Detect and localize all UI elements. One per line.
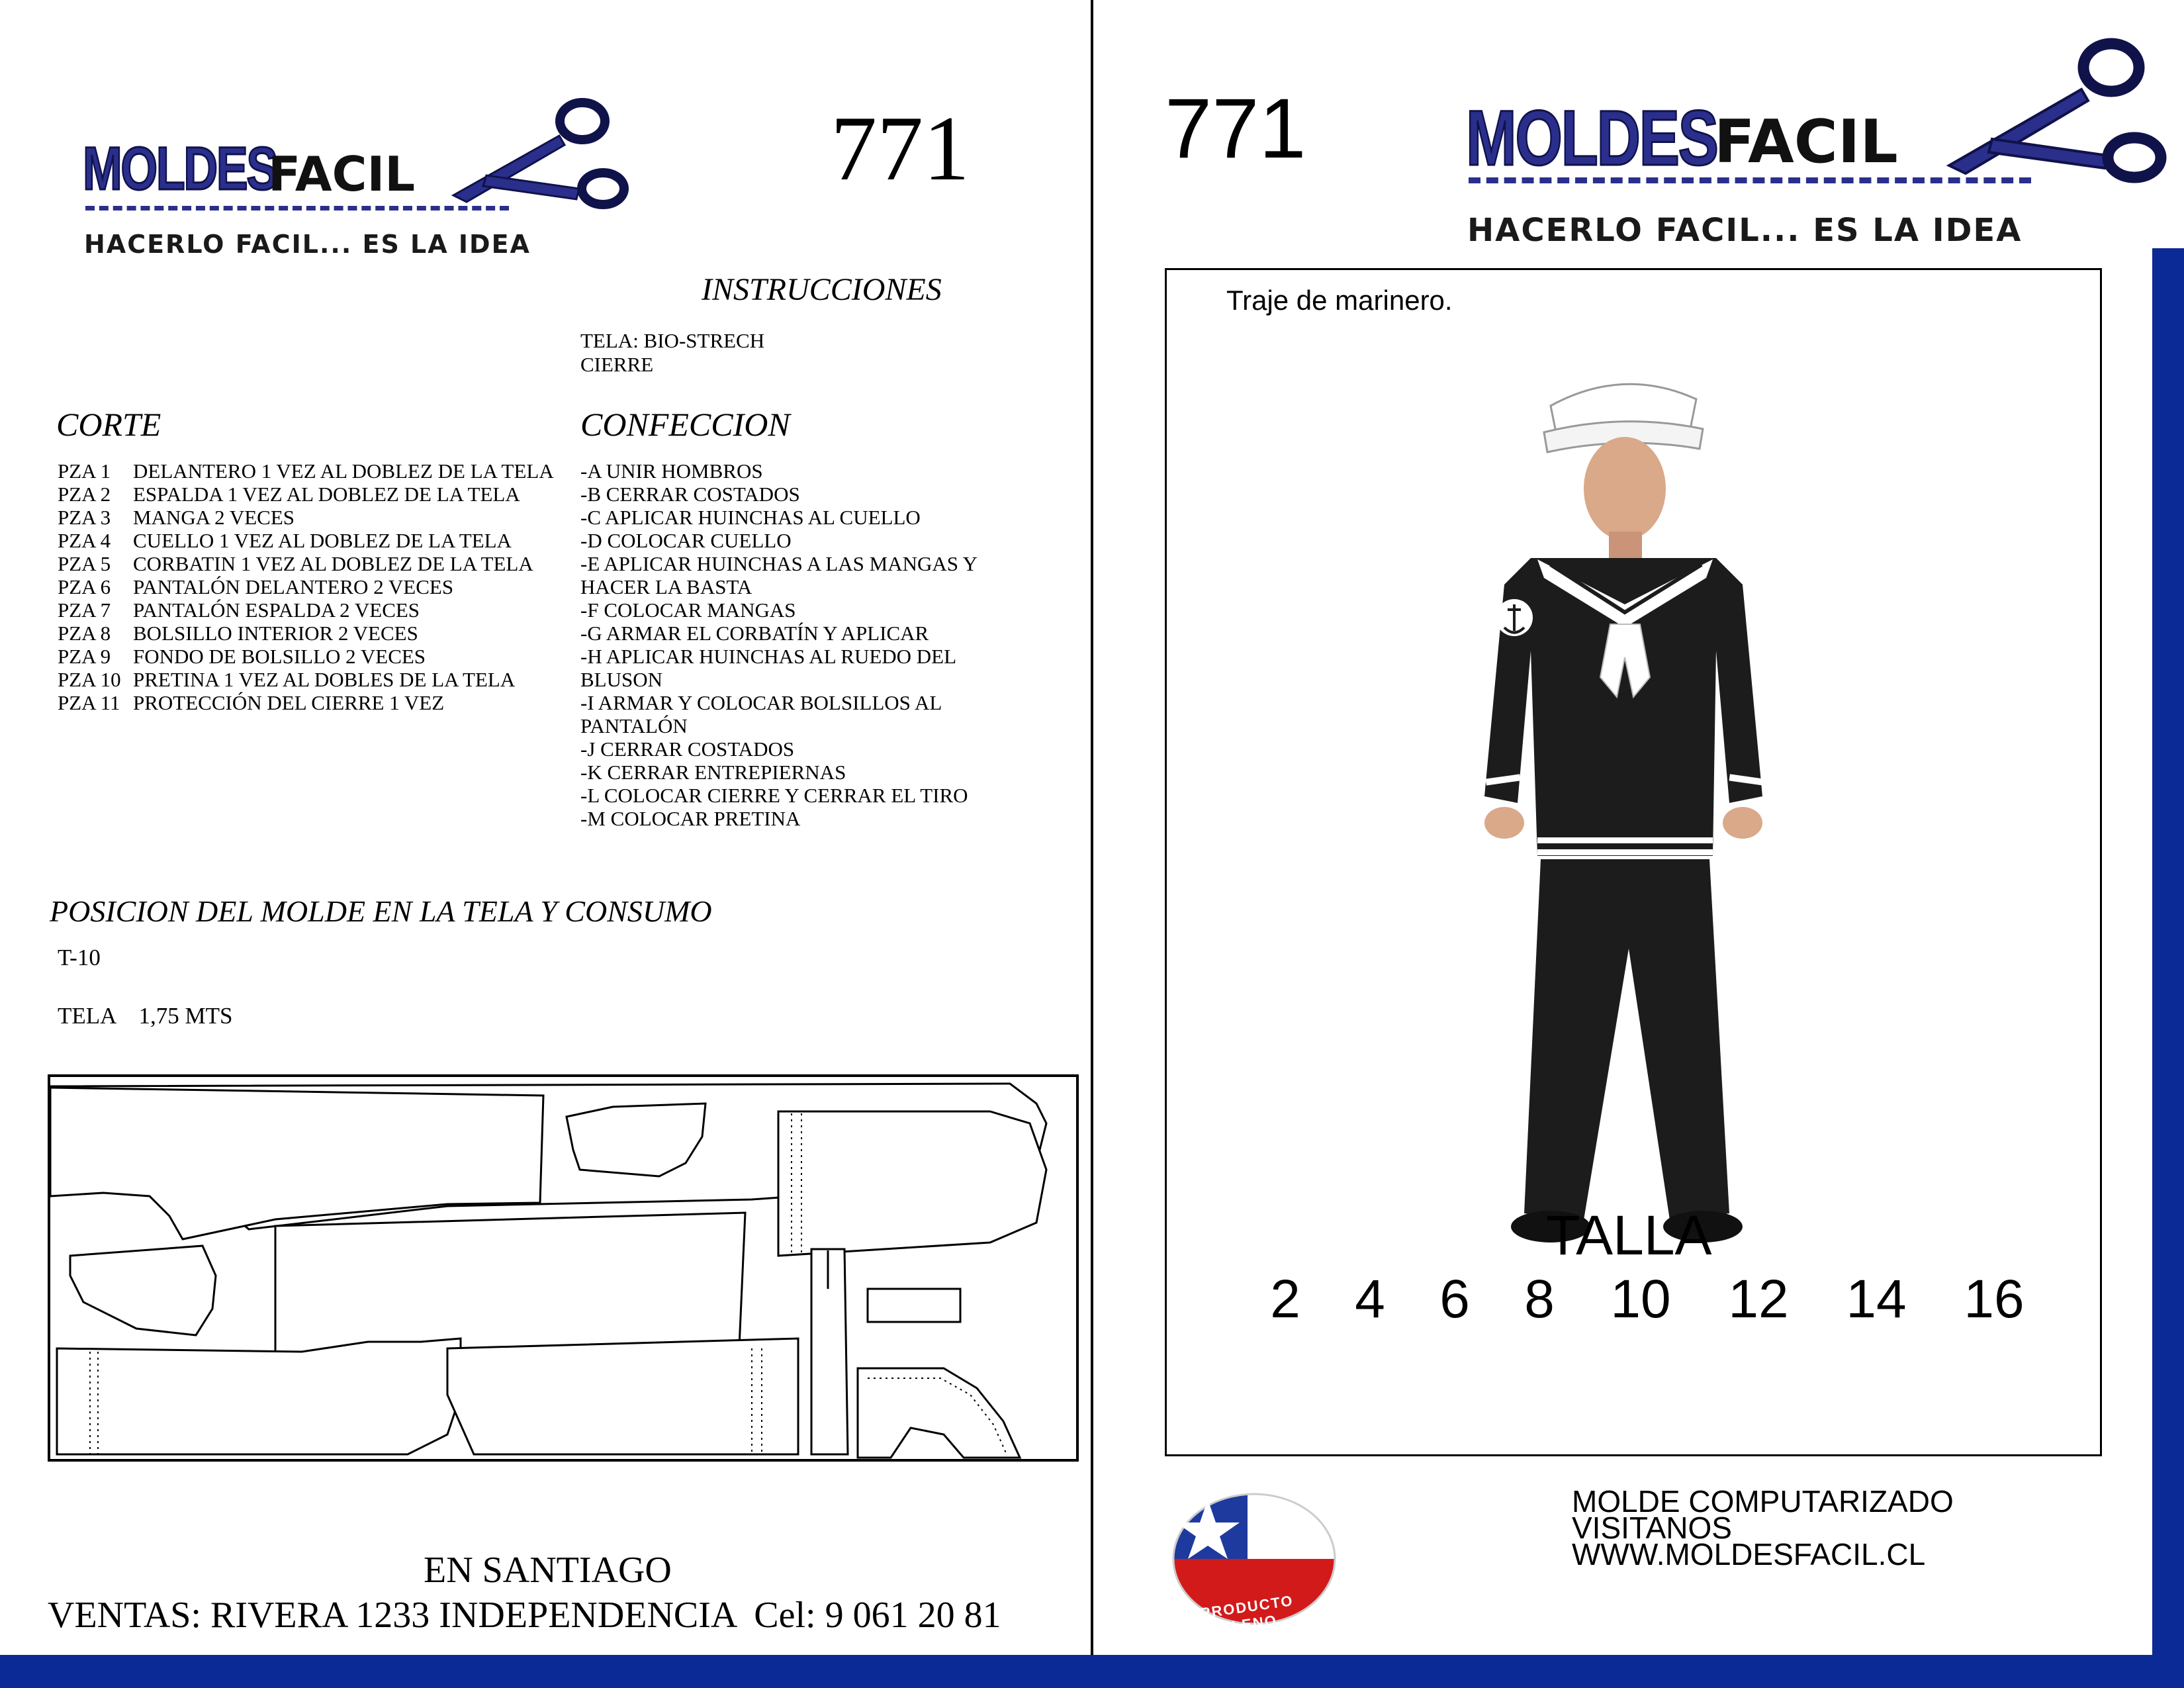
pza-desc: ESPALDA 1 VEZ AL DOBLEZ DE LA TELA xyxy=(133,483,520,506)
logo-facil-text: FACIL xyxy=(1714,107,1898,177)
list-item: PANTALÓN xyxy=(580,714,688,737)
list-item: -K CERRAR ENTREPIERNAS xyxy=(580,761,846,784)
corte-list xyxy=(58,459,561,714)
list-item: -M COLOCAR PRETINA xyxy=(580,807,801,830)
garment-name: Traje de marinero. xyxy=(1226,285,1453,316)
pza-desc: MANGA 2 VECES xyxy=(133,506,295,529)
right-edge-band xyxy=(2152,248,2184,1655)
pattern-layout-diagram xyxy=(48,1074,1079,1462)
posicion-consumo: TELA 1,75 MTS xyxy=(58,1003,233,1029)
list-item: -I ARMAR Y COLOCAR BOLSILLOS AL xyxy=(580,691,942,714)
page-divider xyxy=(1091,0,1093,1655)
footer-ventas: VENTAS: RIVERA 1233 INDEPENDENCIA Cel: 9 061 20 81 xyxy=(48,1595,1001,1636)
pza-code: PZA 11 xyxy=(58,691,120,714)
list-item xyxy=(58,668,561,691)
pza-desc: DELANTERO 1 VEZ AL DOBLEZ DE LA TELA xyxy=(133,459,554,483)
pza-code: PZA 3 xyxy=(58,506,111,529)
pattern-number-right: 771 xyxy=(1165,81,1306,176)
pza-code: PZA 5 xyxy=(58,552,111,575)
footer-city: EN SANTIAGO xyxy=(424,1550,672,1591)
scissors-icon xyxy=(447,89,632,222)
list-item xyxy=(58,506,561,529)
website-link[interactable]: WWW.MOLDESFACIL.CL xyxy=(1572,1537,1926,1571)
pattern-pieces xyxy=(50,1077,1076,1459)
pza-code: PZA 2 xyxy=(58,483,111,506)
pza-desc: CORBATIN 1 VEZ AL DOBLEZ DE LA TELA xyxy=(133,552,533,575)
list-item xyxy=(58,622,561,645)
size-value: 2 xyxy=(1270,1269,1300,1329)
list-item: -L COLOCAR CIERRE Y CERRAR EL TIRO xyxy=(580,784,968,807)
material-line: TELA: BIO-STRECH xyxy=(580,329,765,352)
pza-code: PZA 1 xyxy=(58,459,111,483)
list-item: -G ARMAR EL CORBATÍN Y APLICAR xyxy=(580,622,929,645)
size-value: 14 xyxy=(1846,1269,1907,1329)
list-item xyxy=(58,645,561,668)
size-value: 10 xyxy=(1610,1269,1671,1329)
pza-desc: PRETINA 1 VEZ AL DOBLES DE LA TELA xyxy=(133,668,516,691)
sailor-costume-illustration xyxy=(1451,366,1796,1273)
confeccion-list xyxy=(580,459,1070,830)
info-line: MOLDE COMPUTARIZADO xyxy=(1572,1484,1954,1519)
material-line: CIERRE xyxy=(580,353,654,376)
pza-desc: BOLSILLO INTERIOR 2 VECES xyxy=(133,622,418,645)
bottom-band xyxy=(0,1655,2184,1688)
list-item xyxy=(58,483,561,506)
size-value: 16 xyxy=(1964,1269,2025,1329)
producto-chileno-badge xyxy=(1161,1486,1340,1639)
pza-code: PZA 8 xyxy=(58,622,111,645)
list-item: -B CERRAR COSTADOS xyxy=(580,483,800,506)
confeccion-title: CONFECCION xyxy=(580,406,790,443)
left-logo xyxy=(83,89,612,268)
materials xyxy=(580,329,764,377)
list-item: HACER LA BASTA xyxy=(580,575,752,598)
posicion-size: T-10 xyxy=(58,945,101,970)
pza-code: PZA 7 xyxy=(58,598,111,622)
logo-dash-line xyxy=(85,206,509,211)
list-item: -D COLOCAR CUELLO xyxy=(580,529,792,552)
list-item: BLUSON xyxy=(580,668,663,691)
size-value: 4 xyxy=(1355,1269,1385,1329)
product-photo-frame xyxy=(1165,268,2102,1456)
posicion-title: POSICION DEL MOLDE EN LA TELA Y CONSUMO xyxy=(50,894,712,928)
size-list xyxy=(1243,1270,2053,1329)
pza-desc: PANTALÓN ESPALDA 2 VECES xyxy=(133,598,420,622)
instructions-title: INSTRUCCIONES xyxy=(702,272,942,307)
size-value: 8 xyxy=(1524,1269,1555,1329)
list-item: -H APLICAR HUINCHAS AL RUEDO DEL xyxy=(580,645,957,668)
pza-code: PZA 10 xyxy=(58,668,121,691)
logo-moldes-text: MOLDES xyxy=(83,135,277,203)
list-item xyxy=(58,691,561,714)
right-logo xyxy=(1466,26,2167,258)
list-item: -F COLOCAR MANGAS xyxy=(580,598,796,622)
pza-code: PZA 9 xyxy=(58,645,111,668)
list-item xyxy=(58,529,561,552)
logo-tagline: HACERLO FACIL... ES LA IDEA xyxy=(84,230,531,259)
list-item: -E APLICAR HUINCHAS A LAS MANGAS Y xyxy=(580,552,978,575)
pza-desc: CUELLO 1 VEZ AL DOBLEZ DE LA TELA xyxy=(133,529,512,552)
list-item xyxy=(58,598,561,622)
logo-facil-text: FACIL xyxy=(268,146,416,202)
list-item xyxy=(58,459,561,483)
list-item: -C APLICAR HUINCHAS AL CUELLO xyxy=(580,506,921,529)
list-item xyxy=(58,575,561,598)
pattern-number-left: 771 xyxy=(831,97,970,200)
size-value: 12 xyxy=(1728,1269,1789,1329)
badge-text: PRODUCTO CHILENO xyxy=(1199,1592,1295,1639)
pza-code: PZA 4 xyxy=(58,529,111,552)
size-value: 6 xyxy=(1439,1269,1470,1329)
logo-tagline: HACERLO FACIL... ES LA IDEA xyxy=(1467,212,2023,249)
info-line: VISITANOS xyxy=(1572,1511,1732,1545)
pza-desc: PROTECCIÓN DEL CIERRE 1 VEZ xyxy=(133,691,445,714)
scissors-icon xyxy=(1942,26,2167,199)
pza-desc: PANTALÓN DELANTERO 2 VECES xyxy=(133,575,454,598)
corte-title: CORTE xyxy=(56,406,161,443)
info-block xyxy=(1572,1484,1954,1571)
logo-moldes-text: MOLDES xyxy=(1466,95,1717,182)
list-item xyxy=(58,552,561,575)
list-item: -A UNIR HOMBROS xyxy=(580,459,763,483)
list-item: -J CERRAR COSTADOS xyxy=(580,737,795,761)
pza-code: PZA 6 xyxy=(58,575,111,598)
talla-label: TALLA xyxy=(1546,1204,1712,1266)
pza-desc: FONDO DE BOLSILLO 2 VECES xyxy=(133,645,426,668)
